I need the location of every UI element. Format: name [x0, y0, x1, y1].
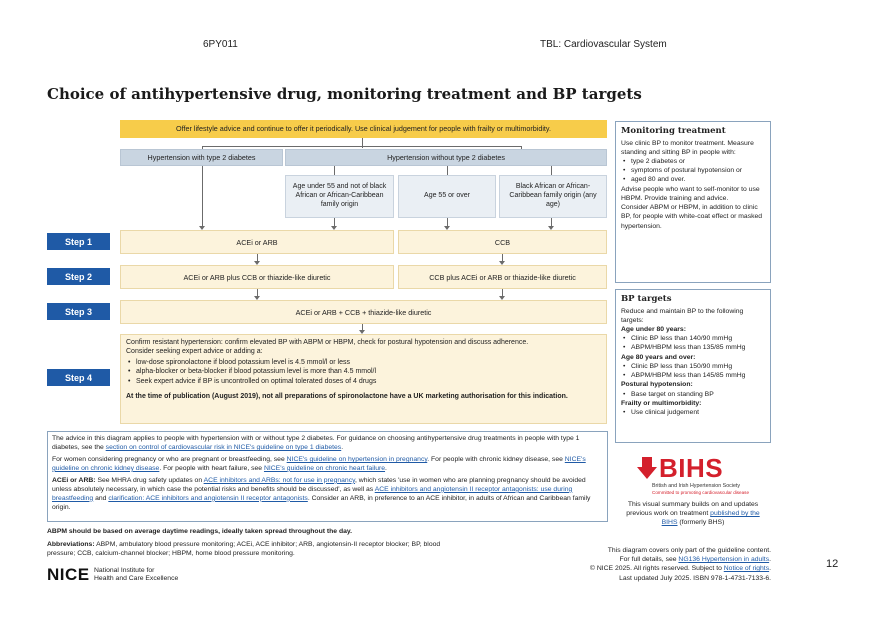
- bihs-heart-icon: [636, 456, 658, 485]
- step-1-label: Step 1: [47, 233, 110, 250]
- step-4-box: [120, 334, 607, 424]
- note-pregnancy: For women considering pregnancy or who are pregnant or breastfeeding, see NICE's guideline on hypertension in pregnancy. For people with chronic kidney disease, see NICE's guideline on chronic kidney disease. For people with heart failure, see NICE's guideline on chronic heart failure.: [52, 455, 586, 472]
- notes-box: [47, 431, 608, 522]
- link-mhra-clarification[interactable]: clarification: ACE inhibitors and angiotensin II receptor antagonists: [108, 494, 308, 502]
- note-acei-arb: ACEi or ARB: See MHRA drug safety updates on ACE inhibitors and ARBs: not for use in pregnancy, which states 'use in women who are planning pregnancy should be avoided unless absolutely necessary, in which case the potential risks and benefits should be discussed', as well as ACE inhibitors and angiotensin II receptor antagonists: use during breastfeeding and clarification: ACE inhibitors and angiotensin II receptor antagonists. Consider an ARB, in preference to an ACE inhibitor, in adults of African and Caribbean family origin.: [52, 476, 591, 511]
- step-2-left: ACEi or ARB plus CCB or thiazide-like diuretic: [120, 265, 394, 289]
- monitoring-treatment-panel: [615, 121, 771, 283]
- step-2-label: Step 2: [47, 268, 110, 285]
- targets-group-heading: Age 80 years and over:: [621, 353, 696, 361]
- monitoring-title: Monitoring treatment: [621, 126, 726, 136]
- monitoring-bullet: • aged 80 and over.: [621, 175, 765, 184]
- note-type1: The advice in this diagram applies to people with hypertension with or without type 2 diabetes. For guidance on choosing antihypertensive drug treatments in people with type 1 diabetes, see the section on control of cardiovascular risk in NICE's guideline on type 1 diabetes.: [52, 435, 580, 451]
- step-4-bullet: • Seek expert advice if BP is uncontrolled on optimal tolerated doses of 4 drugs: [126, 377, 601, 386]
- step-1-ccb: CCB: [398, 230, 607, 254]
- link-chronic-kidney-disease[interactable]: NICE's guideline on chronic kidney disease: [52, 455, 586, 472]
- abbreviations: Abbreviations: ABPM, ambulatory blood pressure monitoring; ACEi, ACE inhibitor; ARB, angiotensin-II receptor blocker; BP, blood pressure; CCB, calcium-channel blocker; HBPM, home blood pressure monitoring.: [47, 541, 441, 558]
- nice-logo: NICE: [47, 565, 90, 584]
- nice-name: National Institute for Health and Care Excellence: [94, 567, 179, 583]
- step-3-triple-therapy: ACEi or ARB + CCB + thiazide-like diuretic: [120, 300, 607, 324]
- bihs-tagline: Committed to promoting cardiovascular disease: [652, 490, 750, 495]
- targets-title: BP targets: [621, 294, 672, 304]
- monitoring-abpm: Consider ABPM or HBPM, in addition to clinic BP, for people with white-coat effect or masked hypertension.: [621, 204, 763, 230]
- link-ng136[interactable]: NG136 Hypertension in adults: [678, 556, 770, 564]
- target-item: • Use clinical judgement: [621, 408, 765, 417]
- step-2-right: CCB plus ACEi or ARB or thiazide-like diuretic: [398, 265, 607, 289]
- monitoring-bullet: • symptoms of postural hypotension or: [621, 166, 765, 175]
- target-item: • Base target on standing BP: [621, 390, 765, 399]
- targets-group-heading: Postural hypotension:: [621, 381, 693, 389]
- abpm-note: ABPM should be based on average daytime readings, ideally taken spread throughout the day.: [47, 528, 353, 535]
- population-black-african-caribbean: Black African or African-Caribbean family origin (any age): [499, 175, 607, 218]
- monitoring-bullet: • type 2 diabetes or: [621, 157, 765, 166]
- lifestyle-advice-banner: Offer lifestyle advice and continue to offer it periodically. Use clinical judgement for people with frailty or multimorbidity.: [120, 120, 607, 138]
- branch-no-type2-diabetes: Hypertension without type 2 diabetes: [285, 149, 607, 166]
- link-notice-of-rights[interactable]: Notice of rights: [723, 565, 770, 573]
- page-number: 12: [826, 558, 839, 570]
- bihs-logo: BIHS: [659, 453, 724, 483]
- bihs-note: This visual summary builds on and updates previous work on treatment published by the BIHS (formerly BHS): [626, 501, 760, 527]
- link-mhra-breastfeeding[interactable]: ACE inhibitors and angiotensin II receptor antagonists: use during breastfeeding: [52, 485, 573, 502]
- step-1-acei-arb: ACEi or ARB: [120, 230, 394, 254]
- bp-targets-panel: [615, 289, 771, 443]
- target-item: • ABPM/HBPM less than 135/85 mmHg: [621, 343, 765, 352]
- step-4-resistant: Confirm resistant hypertension: confirm elevated BP with ABPM or HBPM, check for postural hypotension and discuss adherence.: [126, 339, 529, 346]
- step-4-consider: Consider seeking expert advice or adding a:: [126, 348, 263, 356]
- step-4-warning: At the time of publication (August 2019), not all preparations of spironolactone have a UK marketing authorisation for this indication.: [126, 393, 568, 401]
- monitoring-intro: Use clinic BP to monitor treatment. Measure standing and sitting BP in people with:: [621, 139, 754, 156]
- step-3-label: Step 3: [47, 303, 110, 320]
- targets-group-heading: Frailty or multimorbidity:: [621, 399, 702, 407]
- monitoring-self-monitor: Advise people who want to self-monitor to use HBPM. Provide training and advice.: [621, 185, 760, 202]
- step-4-bullet: • low-dose spironolactone if blood potassium level is 4.5 mmol/l or less: [126, 358, 601, 367]
- target-item: • Clinic BP less than 140/90 mmHg: [621, 334, 765, 343]
- footer-info: This diagram covers only part of the guideline content. For full details, see NG136 Hypertension in adults. © NICE 2025. All rights reserved. Subject to Notice of rights. Last updated July 2025. ISBN 978-1-4731-7133-6.: [589, 547, 771, 582]
- link-mhra-pregnancy[interactable]: ACE inhibitors and ARBs: not for use in pregnancy: [203, 476, 356, 484]
- step-4-label: Step 4: [47, 369, 110, 386]
- link-hypertension-pregnancy[interactable]: NICE's guideline on hypertension in pregnancy: [286, 455, 428, 463]
- header-module: TBL: Cardiovascular System: [540, 39, 667, 50]
- targets-intro: Reduce and maintain BP to the following targets:: [621, 307, 744, 324]
- targets-group-heading: Age under 80 years:: [621, 326, 686, 334]
- population-55-or-over: Age 55 or over: [398, 175, 496, 218]
- target-item: • ABPM/HBPM less than 145/85 mmHg: [621, 371, 765, 380]
- header-course-code: 6PY011: [203, 39, 238, 50]
- link-chronic-heart-failure[interactable]: NICE's guideline on chronic heart failure: [263, 464, 386, 472]
- step-4-bullet: • alpha-blocker or beta-blocker if blood potassium level is more than 4.5 mmol/l: [126, 367, 601, 376]
- bihs-subtitle: British and Irish Hypertension Society: [652, 483, 741, 489]
- page-title: Choice of antihypertensive drug, monitoring treatment and BP targets: [47, 85, 642, 103]
- target-item: • Clinic BP less than 150/90 mmHg: [621, 362, 765, 371]
- link-type1-diabetes[interactable]: section on control of cardiovascular risk in NICE's guideline on type 1 diabetes: [105, 443, 342, 451]
- branch-type2-diabetes: Hypertension with type 2 diabetes: [120, 149, 283, 166]
- population-under-55: Age under 55 and not of black African or African-Caribbean family origin: [285, 175, 394, 218]
- link-bihs[interactable]: published by the BIHS: [661, 510, 760, 527]
